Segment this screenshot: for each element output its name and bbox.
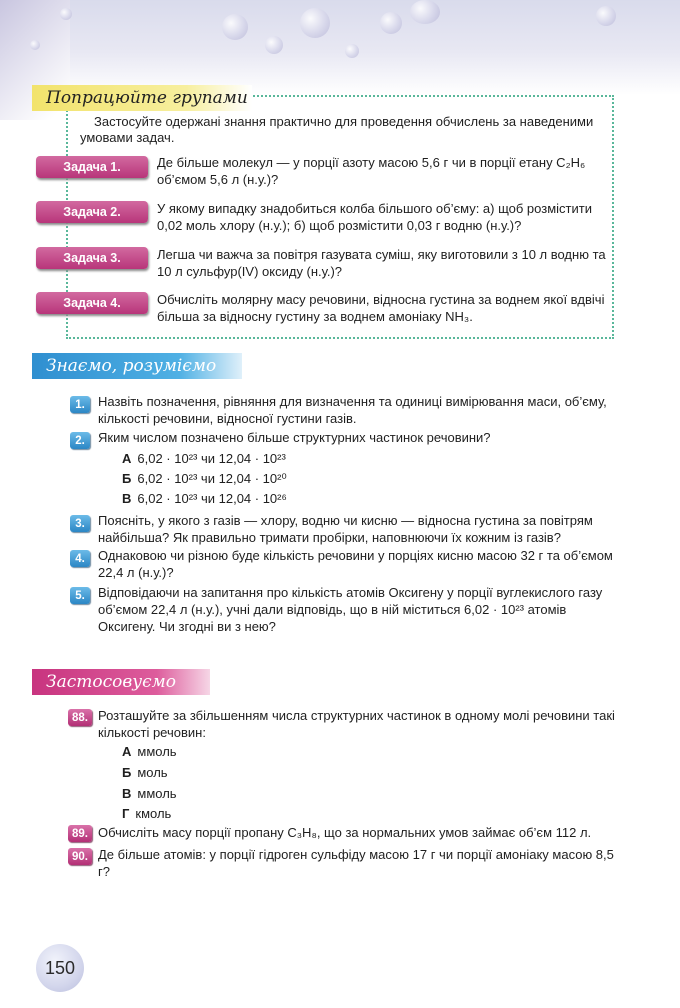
question-number: 2. (70, 432, 90, 449)
option-text: 6,02 · 10²³ чи 12,04 · 10²⁰ (137, 471, 287, 486)
question-text: Яким числом позначено більше структурних частинок речовини? (98, 430, 491, 445)
option-text: ммоль (137, 744, 177, 759)
bubble-decoration (596, 6, 616, 26)
answer-option (122, 490, 287, 507)
option-text: кмоль (135, 806, 172, 821)
question-text: Однаковою чи різною буде кількість речовини у порціях кисню масою 32 г та об’ємом 22,4 л (н.у.)? (98, 548, 613, 580)
question-number: 88. (68, 709, 92, 726)
option-letter: Б (122, 471, 132, 486)
task-1-label: Задача 1. (36, 156, 148, 178)
question-text: Поясніть, у якого з газів — хлору, водню чи кисню — відносна густина за повітрям найбільша? Як правильно тримати пробірки, наповнюючи їх кожним із газів? (98, 513, 593, 545)
question-number: 3. (70, 515, 90, 532)
task-2-label: Задача 2. (36, 201, 148, 223)
answer-option (122, 785, 177, 802)
bubble-decoration (345, 44, 359, 58)
question-text: Розташуйте за збільшенням числа структурних частинок в одному молі речовини такі кількості речовин: (98, 708, 615, 740)
task-3-text: Легша чи важча за повітря газувата суміш, яку виготовили з 10 л водню та 10 л сульфур(IV) оксиду (н.у.)? (157, 247, 606, 279)
option-text: моль (137, 765, 168, 780)
bubble-decoration (380, 12, 402, 34)
option-letter: А (122, 451, 132, 466)
question-text: Де більше атомів: у порції гідроген сульфіду масою 17 г чи порції амоніаку масою 8,5 г? (98, 847, 614, 879)
question-number: 4. (70, 550, 90, 567)
bubble-decoration (30, 40, 40, 50)
task-4-label: Задача 4. (36, 292, 148, 314)
option-text: 6,02 · 10²³ чи 12,04 · 10²³ (137, 451, 286, 466)
option-letter: Б (122, 765, 132, 780)
bubble-decoration (265, 36, 283, 54)
question-text: Обчисліть масу порції пропану C₃H₈, що за нормальних умов займає об’єм 112 л. (98, 825, 592, 840)
answer-option (122, 450, 286, 467)
question-number: 89. (68, 825, 92, 842)
option-letter: А (122, 744, 132, 759)
option-letter: В (122, 491, 132, 506)
question-text: Назвіть позначення, рівняння для визначення та одиниці вимірювання маси, об’єму, кількості речовини, відносної густини газів. (98, 394, 607, 426)
task-1-text: Де більше молекул — у порції азоту масою 5,6 г чи в порції етану C₂H₆ об’ємом 5,6 л (н.у.)? (157, 155, 586, 187)
question-number: 90. (68, 848, 92, 865)
answer-option (122, 764, 168, 781)
option-letter: Г (122, 806, 130, 821)
know-understand-title: Знаємо, розуміємо (32, 353, 242, 379)
bubble-decoration (60, 8, 72, 20)
task-4-text: Обчисліть молярну масу речовини, відносна густина за воднем якої вдвічі більша за відносну густину за воднем амоніаку NH₃. (157, 292, 605, 324)
header-decoration (0, 0, 680, 95)
task-3-label: Задача 3. (36, 247, 148, 269)
bubble-decoration (410, 0, 440, 24)
option-text: 6,02 · 10²³ чи 12,04 · 10²⁶ (137, 491, 287, 506)
bubble-decoration (222, 14, 248, 40)
page-number: 150 (36, 944, 84, 992)
question-number: 5. (70, 587, 90, 604)
question-number: 1. (70, 396, 90, 413)
answer-option (122, 470, 287, 487)
task-2-text: У якому випадку знадобиться колба більшого об’єму: а) щоб розмістити 0,02 моль хлору (н.у.); б) щоб розмістити 0,03 г водню (н.у.)? (157, 201, 592, 233)
group-work-intro: Застосуйте одержані знання практично для проведення обчислень за наведеними умовами задач. (80, 114, 594, 145)
answer-option (122, 805, 171, 822)
option-letter: В (122, 786, 132, 801)
answer-option (122, 743, 177, 760)
question-text: Відповідаючи на запитання про кількість атомів Оксигену у порції вуглекислого газу об’ємом 22,4 л (н.у.), учні дали відповідь, що в ній міститься 6,02 · 10²³ атомів Оксигену. Чи згодні ви з нею? (98, 585, 603, 634)
apply-title: Застосовуємо (32, 669, 210, 695)
option-text: ммоль (137, 786, 177, 801)
bubble-decoration (300, 8, 330, 38)
group-work-title: Попрацюйте групами (32, 85, 252, 111)
